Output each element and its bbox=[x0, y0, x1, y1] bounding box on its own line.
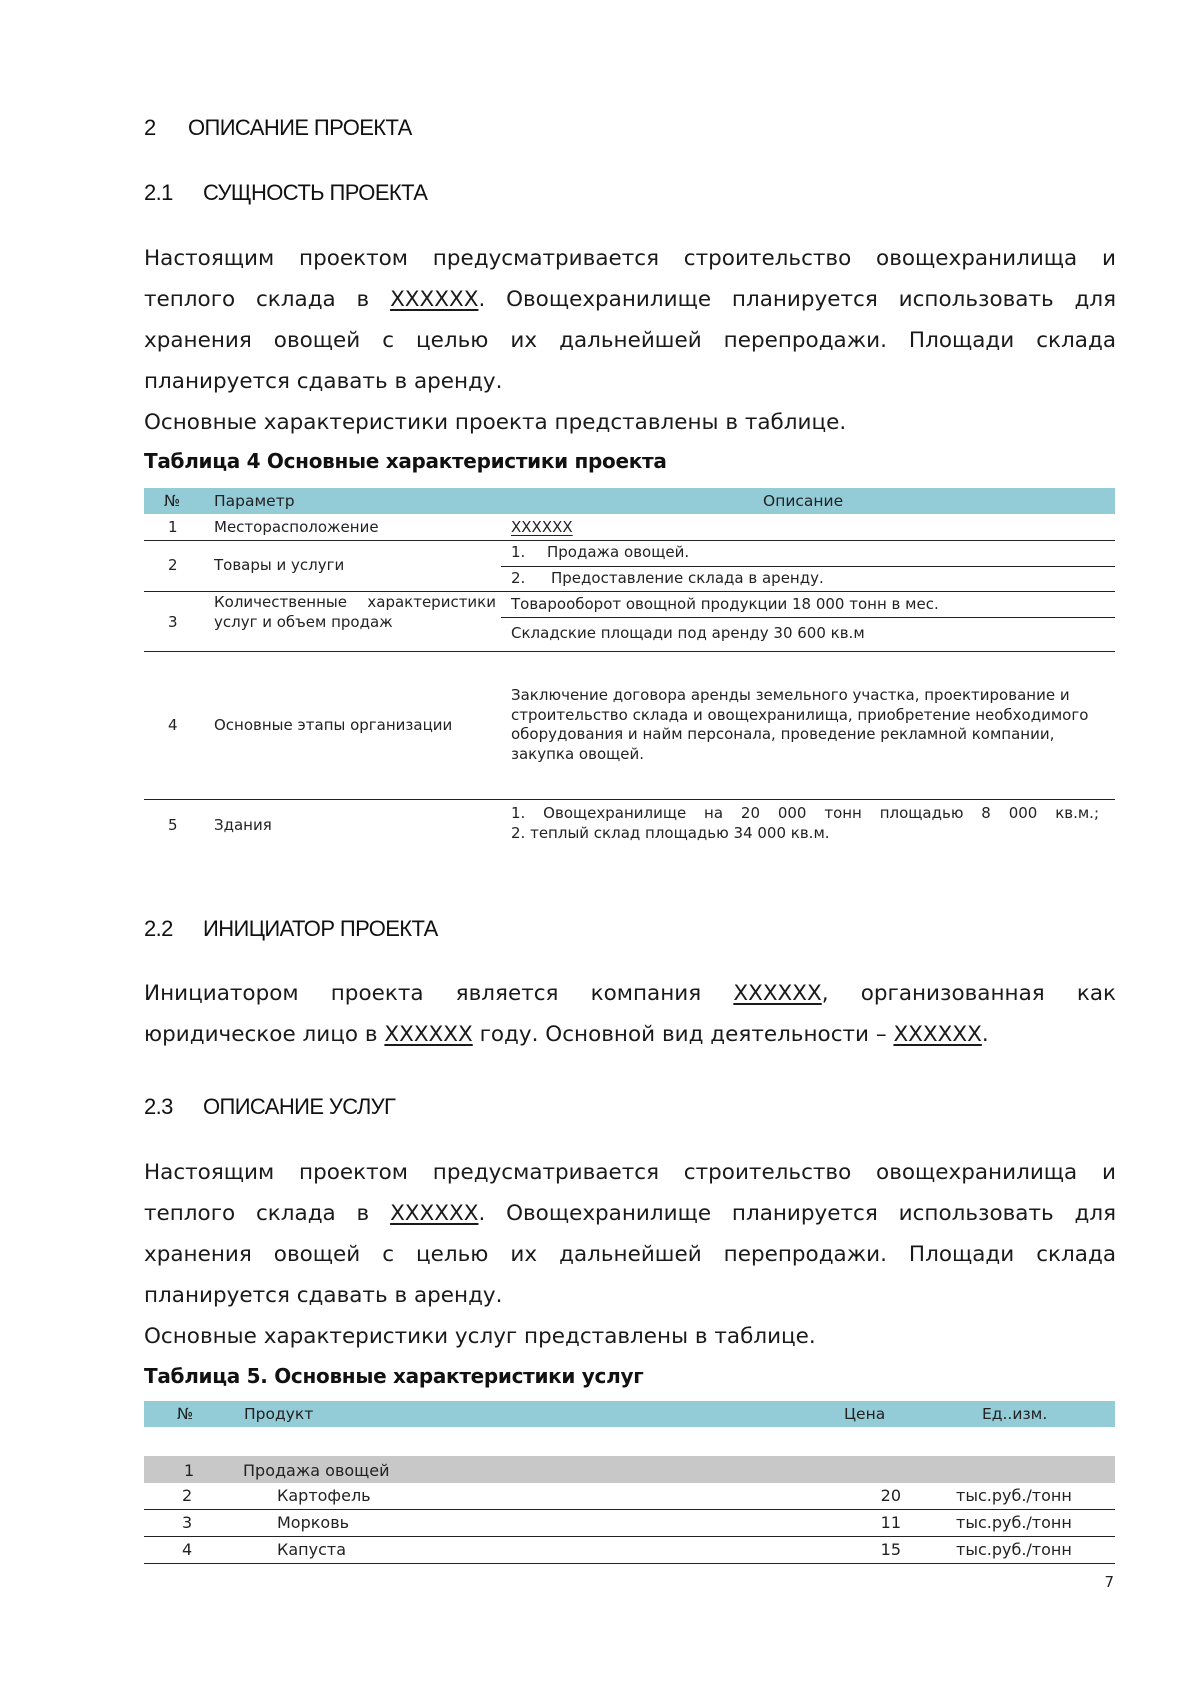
header-num: № bbox=[164, 492, 181, 510]
row-desc-item-num: 1. bbox=[511, 543, 526, 561]
subsection-title: СУЩНОСТЬ ПРОЕКТА bbox=[203, 180, 428, 205]
subsection-number: 2.2 bbox=[144, 916, 173, 941]
table-rule bbox=[501, 566, 1115, 567]
row-desc-item: Предоставление склада в аренду. bbox=[551, 569, 824, 587]
table-rule bbox=[144, 1536, 1115, 1537]
row-price: 11 bbox=[880, 1513, 901, 1532]
row-num: 5 bbox=[168, 816, 178, 834]
paragraph-line: Настоящим проектом предусматривается строительство овощехранилища и bbox=[144, 246, 1116, 271]
subsection-heading-2-1 bbox=[144, 180, 427, 206]
table-rule bbox=[144, 651, 1115, 652]
table-rule bbox=[501, 617, 1115, 618]
text-fragment: юридическое лицо в bbox=[144, 1022, 378, 1047]
subsection-heading-2-3 bbox=[144, 1094, 395, 1120]
paragraph-line bbox=[144, 973, 1116, 1014]
row-price: 20 bbox=[880, 1486, 901, 1505]
initiator-paragraph bbox=[144, 973, 1116, 1055]
subsection-number: 2.1 bbox=[144, 180, 173, 205]
group-name: Продажа овощей bbox=[243, 1461, 390, 1480]
paragraph-line: хранения овощей с целью их дальнейшей перепродажи. Площади склада bbox=[144, 328, 1116, 353]
placeholder-activity: XXXXXX bbox=[893, 1022, 982, 1047]
table-header-row bbox=[144, 488, 1115, 514]
paragraph-line: планируется сдавать в аренду. bbox=[144, 1283, 503, 1308]
text-fragment: , организованная как bbox=[821, 981, 1116, 1006]
row-param: Основные этапы организации bbox=[214, 716, 453, 734]
row-param: Здания bbox=[214, 816, 272, 834]
text-fragment: . bbox=[981, 1022, 989, 1047]
text-fragment: . Овощехранилище планируется использовать для bbox=[478, 287, 1116, 312]
header-num: № bbox=[177, 1405, 194, 1423]
row-num: 1 bbox=[168, 518, 178, 536]
section-number: 2 bbox=[144, 115, 156, 140]
group-num: 1 bbox=[184, 1461, 195, 1480]
row-num: 3 bbox=[182, 1513, 193, 1532]
header-param: Параметр bbox=[214, 492, 295, 510]
subsection-title: ИНИЦИАТОР ПРОЕКТА bbox=[203, 916, 438, 941]
row-unit: тыс.руб./тонн bbox=[956, 1486, 1072, 1505]
table-5-caption: Таблица 5. Основные характеристики услуг bbox=[144, 1364, 644, 1388]
row-num: 4 bbox=[182, 1540, 193, 1559]
row-desc-item-num: 2. bbox=[511, 569, 526, 587]
row-num: 2 bbox=[168, 556, 178, 574]
row-num: 4 bbox=[168, 716, 178, 734]
row-desc-item: 2. теплый склад площадью 34 000 кв.м. bbox=[511, 824, 830, 842]
row-unit: тыс.руб./тонн bbox=[956, 1513, 1072, 1532]
header-price: Цена bbox=[844, 1405, 886, 1423]
row-num: 2 bbox=[182, 1486, 193, 1505]
subsection-heading-2-2 bbox=[144, 916, 438, 942]
paragraph-line bbox=[144, 1193, 1116, 1234]
paragraph-line: планируется сдавать в аренду. bbox=[144, 369, 503, 394]
text-fragment: теплого склада в bbox=[144, 1201, 370, 1226]
services-paragraph bbox=[144, 1152, 1116, 1357]
placeholder-year: XXXXXX bbox=[384, 1022, 473, 1047]
row-num: 3 bbox=[168, 613, 178, 631]
table-header-row bbox=[144, 1401, 1115, 1427]
table-rule bbox=[144, 1563, 1115, 1564]
paragraph-line: хранения овощей с целью их дальнейшей перепродажи. Площади склада bbox=[144, 1242, 1116, 1267]
placeholder-location: XXXXXX bbox=[390, 287, 479, 312]
row-product: Морковь bbox=[277, 1513, 350, 1532]
table-rule bbox=[144, 1509, 1115, 1510]
table-4-caption: Таблица 4 Основные характеристики проекта bbox=[144, 449, 667, 473]
paragraph-line: Основные характеристики проекта представлены в таблице. bbox=[144, 410, 847, 435]
section-title: ОПИСАНИЕ ПРОЕКТА bbox=[188, 115, 412, 140]
table-rule bbox=[144, 591, 1115, 592]
header-desc: Описание bbox=[763, 492, 844, 510]
paragraph-line: Настоящим проектом предусматривается строительство овощехранилища и bbox=[144, 1160, 1116, 1185]
subsection-number: 2.3 bbox=[144, 1094, 173, 1119]
placeholder-company: XXXXXX bbox=[733, 981, 822, 1006]
placeholder-location: XXXXXX bbox=[390, 1201, 479, 1226]
subsection-title: ОПИСАНИЕ УСЛУГ bbox=[203, 1094, 396, 1119]
row-unit: тыс.руб./тонн bbox=[956, 1540, 1072, 1559]
row-desc-item: Складские площади под аренду 30 600 кв.м bbox=[511, 624, 865, 642]
section-heading bbox=[144, 115, 412, 141]
text-fragment: Инициатором проекта является компания bbox=[144, 981, 702, 1006]
row-param: Количественные характеристики услуг и объем продаж bbox=[214, 593, 496, 631]
row-product: Картофель bbox=[277, 1486, 371, 1505]
row-param: Месторасположение bbox=[214, 518, 379, 536]
row-price: 15 bbox=[880, 1540, 901, 1559]
header-unit: Ед..изм. bbox=[982, 1405, 1048, 1423]
text-fragment: году. Основной вид деятельности – bbox=[479, 1022, 887, 1047]
text-fragment: . Овощехранилище планируется использовать для bbox=[478, 1201, 1116, 1226]
text-fragment: теплого склада в bbox=[144, 287, 370, 312]
row-desc-item: Продажа овощей. bbox=[547, 543, 690, 561]
table-rule bbox=[144, 799, 1115, 800]
paragraph-line bbox=[144, 279, 1116, 320]
paragraph-line: Основные характеристики услуг представлены в таблице. bbox=[144, 1324, 816, 1349]
row-desc-item: Товарооборот овощной продукции 18 000 тонн в мес. bbox=[511, 595, 939, 613]
row-desc: Заключение договора аренды земельного участка, проектирование и строительство склада и овощехранилища, приобретение необходимого оборудования и найм персонала, проведение рекламной компании, закупка овощей. bbox=[511, 686, 1089, 763]
paragraph-line bbox=[144, 1014, 1116, 1055]
row-desc-item: 1. Овощехранилище на 20 000 тонн площадью 8 000 кв.м.; bbox=[511, 804, 1099, 822]
page-number: 7 bbox=[1104, 1573, 1114, 1591]
header-product: Продукт bbox=[244, 1405, 314, 1423]
row-desc: XXXXXX bbox=[511, 518, 573, 536]
table-rule bbox=[144, 540, 1115, 541]
row-product: Капуста bbox=[277, 1540, 347, 1559]
row-param: Товары и услуги bbox=[214, 556, 345, 574]
project-essence-paragraph bbox=[144, 238, 1116, 443]
